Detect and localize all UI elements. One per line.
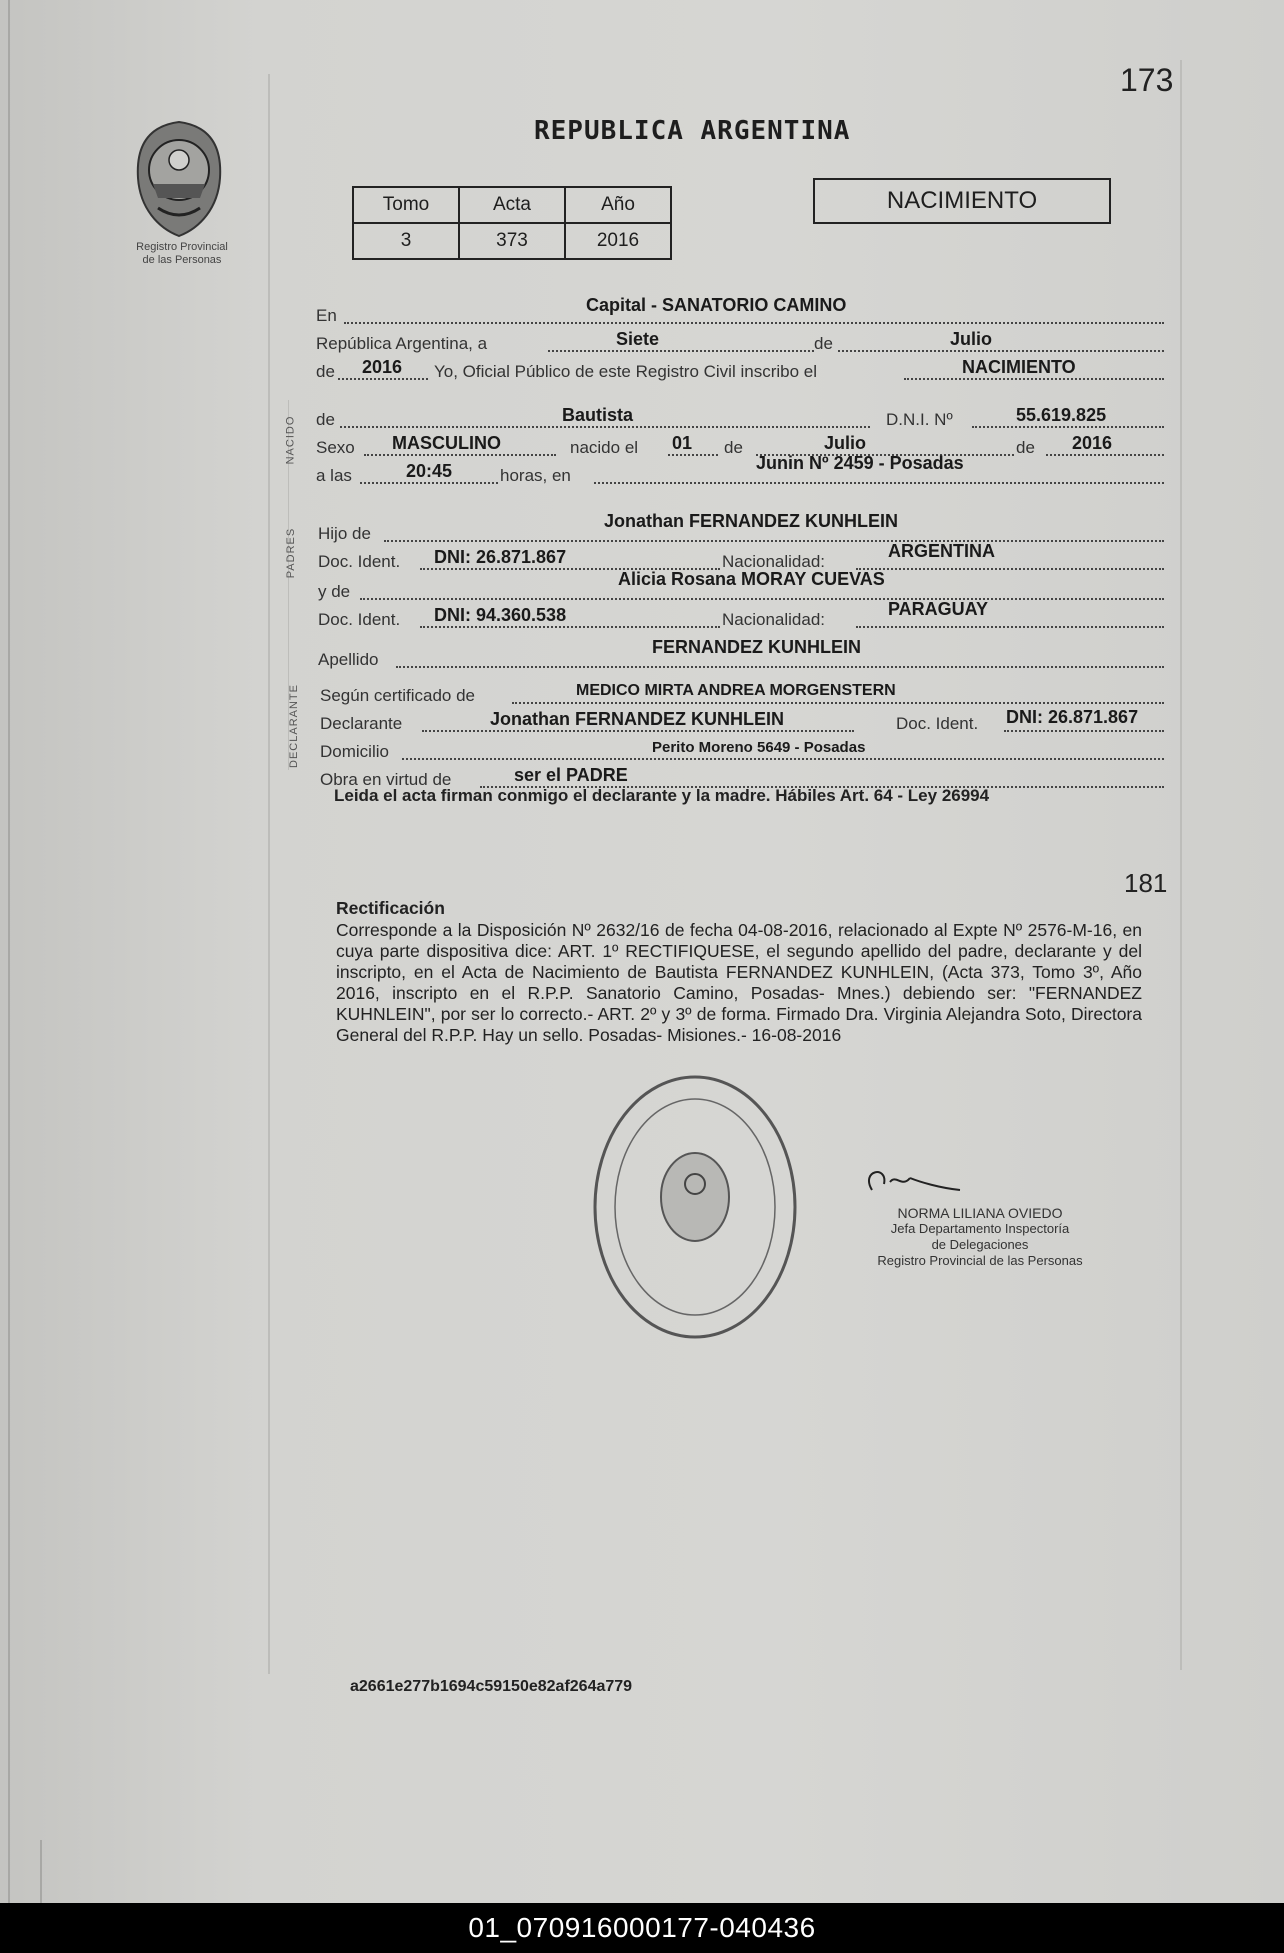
signature-icon (840, 1160, 1120, 1200)
label-oficial: Yo, Oficial Público de este Registro Civil inscribo el (434, 362, 817, 381)
dots (548, 350, 814, 352)
value-apellido: FERNANDEZ KUNHLEIN (652, 637, 861, 657)
label-doc: Doc. Ident. (318, 552, 401, 571)
label-doc: Doc. Ident. (318, 610, 401, 629)
dots (396, 666, 1164, 668)
value-dni-madre: DNI: 94.360.538 (434, 605, 567, 625)
dots (668, 454, 718, 456)
line-madre (316, 569, 1164, 604)
line-sexo (316, 432, 1164, 460)
scan-id-bar: 01_070916000177-040436 (0, 1903, 1284, 1953)
label-declarante: Declarante (320, 714, 403, 733)
label-horas-en: horas, en (500, 466, 571, 485)
line-hijo (316, 511, 1164, 546)
label-republica: República Argentina, a (316, 334, 488, 353)
label-hijo: Hijo de (318, 524, 371, 543)
dots (384, 540, 1164, 542)
document-hash: a2661e277b1694c59150e82af264a779 (350, 1678, 633, 1695)
anio-value: 2016 (565, 223, 671, 259)
side-label-padres: PADRES (285, 527, 298, 579)
dots (594, 482, 1164, 484)
rectificacion-title: Rectificación (336, 898, 445, 918)
dots (340, 426, 870, 428)
value-lugar: Capital - SANATORIO CAMINO (586, 295, 847, 315)
value-dia: 01 (672, 433, 693, 453)
margin-line-left (268, 74, 270, 1674)
value-mes-nac: Julio (824, 433, 867, 453)
label-nacido: nacido el (570, 438, 639, 457)
value-nacionalidad-padre: ARGENTINA (888, 541, 995, 561)
dots (420, 626, 720, 628)
dots (1004, 730, 1164, 732)
rectificacion-text: Corresponde a la Disposición Nº 2632/16 de fecha 04-08-2016, relacionado al Expte Nº 2576-M-16, en cuya parte dispositiva dice: ART. 1º RECTIFIQUESE, el segundo apellido del padre, declarante y del inscripto, en el Acta de Nacimiento de Bautista FERNANDEZ KUNHLEIN, (Acta 373, Tomo 3º, Año 2016, inscripto en el R.P.P. Sanatorio Camino, Posadas- Mnes.) debiendo ser: "FERNANDEZ KUHNLEIN", por ser lo correcto.- ART. 2º y 3º de forma. Firmado Dra. Virginia Alejandra Soto, Directora General del R.P.P. Hay un sello. Posadas- Misiones.- 16-08-2016 (336, 920, 1142, 1045)
signer-org: Registro Provincial de las Personas (877, 1253, 1083, 1268)
signer-name: NORMA LILIANA OVIEDO (897, 1205, 1063, 1221)
dots (360, 482, 498, 484)
value-declarante: Jonathan FERNANDEZ KUNHLEIN (490, 709, 785, 729)
line-domicilio (316, 736, 1164, 764)
seal-caption (112, 241, 252, 267)
page-edge-inner (40, 1840, 42, 1903)
value-hora: 20:45 (406, 461, 453, 481)
official-stamp-icon (590, 1072, 800, 1342)
value-anio-nac: 2016 (1072, 433, 1113, 453)
label-certificado: Según certificado de (320, 686, 475, 705)
label-sexo: Sexo (316, 438, 355, 457)
line-republica (316, 328, 1164, 356)
margin-line-right (1180, 60, 1182, 1670)
value-madre: Alicia Rosana MORAY CUEVAS (618, 569, 885, 589)
dots (364, 454, 556, 456)
value-mes: Julio (950, 329, 993, 349)
dots (422, 730, 854, 732)
line-en (316, 295, 1164, 328)
province-seal-icon (128, 118, 230, 240)
value-obra: ser el PADRE (514, 765, 628, 785)
value-anio: 2016 (362, 357, 403, 377)
dots (402, 758, 1164, 760)
dots (856, 626, 1164, 628)
tomo-value: 3 (353, 223, 459, 259)
label-nacionalidad: Nacionalidad: (722, 610, 826, 629)
label-nacionalidad: Nacionalidad: (722, 552, 826, 571)
dots (338, 378, 428, 380)
label-de: de (316, 362, 335, 381)
value-nacionalidad-madre: PARAGUAY (888, 599, 989, 619)
label-yde: y de (318, 582, 351, 601)
line-de-anio (316, 356, 1164, 384)
value-nombre: Bautista (562, 405, 634, 425)
page-number-secondary: 181 (1124, 868, 1168, 898)
label-de: de (814, 334, 833, 353)
seal-caption-line2: de las Personas (142, 254, 222, 266)
acta-header: Acta (459, 187, 565, 223)
label-alas: a las (316, 466, 352, 485)
value-dia-letras: Siete (616, 329, 660, 349)
page-number: 173 (1120, 62, 1174, 98)
signer-title: Jefa Departamento Inspectoría (890, 1221, 1070, 1236)
line-nombre (316, 404, 1164, 432)
value-dni-padre: DNI: 26.871.867 (434, 547, 567, 567)
line-doc-madre (316, 599, 1164, 632)
dots (856, 568, 1164, 570)
record-type-box: NACIMIENTO (813, 178, 1111, 224)
dots (972, 426, 1164, 428)
value-dni-declarante: DNI: 26.871.867 (1006, 707, 1139, 727)
dots (838, 350, 1164, 352)
side-label-nacido: NACIDO (284, 415, 297, 465)
line-certificado (316, 680, 1164, 708)
label-domicilio: Domicilio (320, 742, 389, 761)
value-domicilio: Perito Moreno 5649 - Posadas (652, 739, 866, 756)
label-docident: Doc. Ident. (896, 714, 979, 733)
label-de: de (724, 438, 743, 457)
value-domicilio-nac: Junin Nº 2459 - Posadas (756, 453, 964, 473)
label-obra: Obra en virtud de (320, 770, 452, 789)
value-sexo: MASCULINO (392, 433, 501, 453)
closing-statement: Leida el acta firman conmigo el declarante y la madre. Hábiles Art. 64 - Ley 26994 (334, 786, 990, 805)
line-hora (316, 453, 1164, 488)
dots (1046, 454, 1164, 456)
document-title: REPUBLICA ARGENTINA (534, 116, 851, 146)
label-de: de (316, 410, 335, 429)
record-table (352, 186, 672, 260)
dots (360, 598, 1164, 600)
label-apellido: Apellido (318, 650, 379, 669)
anio-header: Año (565, 187, 671, 223)
signer-dept: de Delegaciones (931, 1237, 1029, 1252)
value-certificado: MEDICO MIRTA ANDREA MORGENSTERN (576, 682, 896, 699)
value-padre: Jonathan FERNANDEZ KUNHLEIN (604, 511, 899, 531)
label-de: de (1016, 438, 1035, 457)
dots (344, 322, 1164, 324)
seal-caption-line1: Registro Provincial (136, 241, 228, 253)
line-apellido (316, 637, 1164, 672)
dots (512, 702, 1164, 704)
value-dni: 55.619.825 (1016, 405, 1107, 425)
signature-block (840, 1160, 1120, 1269)
page-edge-left (8, 0, 10, 1903)
line-declarante (316, 708, 1164, 736)
label-en: En (316, 306, 337, 325)
tomo-header: Tomo (353, 187, 459, 223)
side-label-declarante: DECLARANTE (287, 684, 300, 768)
acta-value: 373 (459, 223, 565, 259)
value-acto: NACIMIENTO (962, 357, 1076, 377)
dots (904, 378, 1164, 380)
label-dni: D.N.I. Nº (886, 410, 953, 429)
